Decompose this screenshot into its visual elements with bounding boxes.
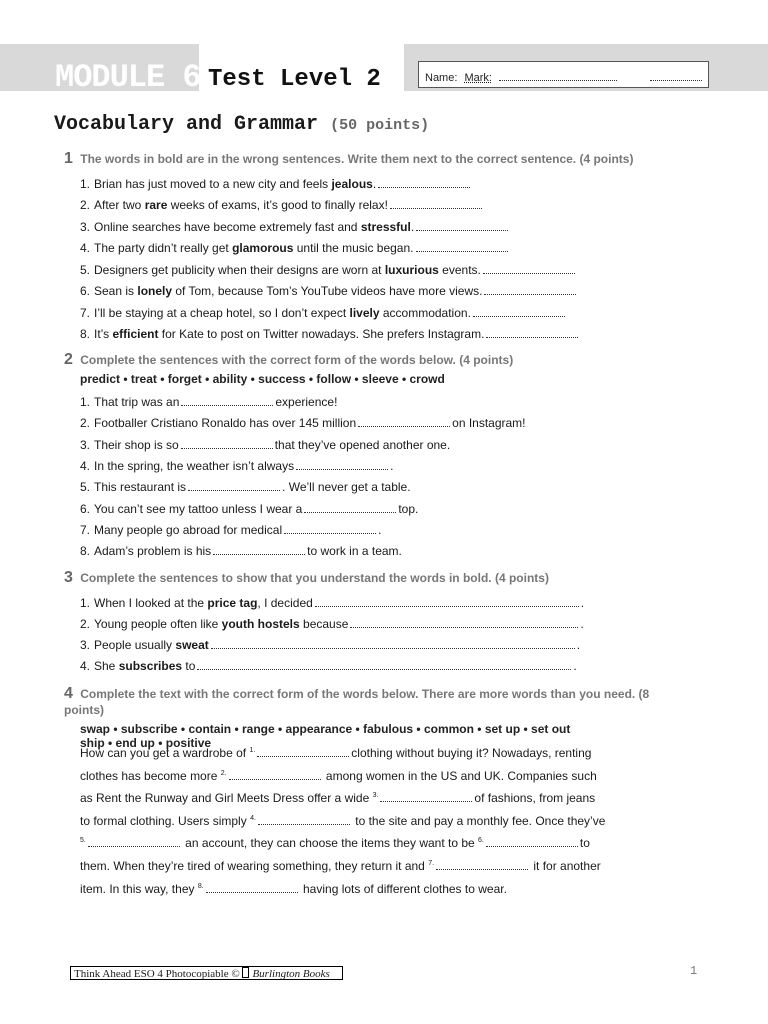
item-text: People usually	[94, 638, 176, 652]
cloze-text-part: as Rent the Runway and Girl Meets Dress offer a wide	[80, 791, 373, 806]
gap-number: 5.	[80, 837, 86, 845]
item-number: 5.	[80, 480, 91, 494]
exercise-1-header	[64, 151, 664, 167]
cloze-text-part: item. In this way, they	[80, 881, 198, 896]
exercise-4-header	[64, 686, 664, 718]
item-text: weeks of exams, it’s good to finally relax!	[167, 198, 388, 212]
answer-line[interactable]	[350, 618, 578, 628]
item-text: to work in a team.	[307, 544, 402, 558]
item-bold-word: price tag	[207, 596, 258, 610]
cloze-text-part: among women in the US and UK. Companies such	[322, 768, 597, 783]
item-text: , I decided	[257, 596, 313, 610]
cloze-text-part: to	[579, 836, 590, 851]
answer-blank[interactable]	[206, 883, 298, 893]
list-item	[80, 480, 411, 494]
item-text: top.	[398, 502, 419, 516]
page-number: 1	[690, 964, 698, 978]
cloze-text-part: an account, they can choose the items they want to be	[181, 836, 479, 851]
item-text: Adam’s problem is his	[94, 544, 212, 558]
item-end-mark: .	[573, 659, 577, 673]
item-text: .	[390, 459, 394, 473]
exercise-number: 3	[64, 569, 73, 586]
item-text: In the spring, the weather isn’t always	[94, 459, 295, 473]
name-line[interactable]	[499, 72, 617, 81]
cloze-line	[80, 877, 620, 900]
item-end-mark: .	[580, 617, 584, 631]
item-text: You can’t see my tattoo unless I wear a	[94, 502, 303, 516]
list-item	[80, 438, 450, 452]
item-text: until the music began.	[293, 241, 414, 255]
answer-blank[interactable]	[436, 860, 528, 870]
cloze-text-part: clothing without buying it? Nowadays, renting	[351, 746, 592, 760]
answer-blank[interactable]	[229, 770, 321, 780]
cloze-text-part: to formal clothing. Users simply	[80, 813, 251, 828]
list-item	[80, 284, 578, 298]
item-end-mark: .	[576, 638, 581, 652]
item-bold-word: glamorous	[232, 241, 294, 255]
section-title-text: Vocabulary and Grammar	[54, 113, 319, 136]
gap-number: 2.	[220, 769, 227, 777]
cloze-text-part: it for another	[530, 858, 601, 873]
list-item	[80, 263, 577, 277]
list-item	[80, 327, 580, 341]
exercise-1	[64, 150, 664, 341]
item-text: Designers get publicity when their designs are worn at	[94, 263, 385, 277]
word-bank: predict • treat • forget • ability • success • follow • sleeve • crowd	[80, 372, 445, 386]
exercise-instruction: Complete the text with the correct form of the words below. There are more words than you need. (8 points)	[64, 687, 650, 717]
item-bold-word: sweat	[175, 638, 209, 652]
exercise-3	[64, 569, 664, 673]
list-item	[80, 241, 510, 255]
module-title: MODULE 6	[55, 59, 201, 96]
answer-blank[interactable]	[296, 460, 388, 470]
item-number: 1.	[80, 596, 91, 610]
cloze-text-part: them. When they’re tired of wearing something, they return it and	[80, 858, 429, 873]
word-bank-line-2: ship • end up • positive	[80, 736, 212, 750]
item-text: After two	[94, 198, 145, 212]
item-number: 4.	[80, 659, 91, 673]
exercise-instruction: The words in bold are in the wrong sentences. Write them next to the correct sentence. (4 points)	[80, 152, 634, 166]
item-text: to	[182, 659, 196, 673]
exercise-2	[64, 351, 664, 558]
item-number: 8.	[80, 544, 91, 558]
item-number: 2.	[80, 617, 91, 631]
exercise-number: 4	[64, 685, 73, 702]
item-text: When I looked at the	[94, 596, 208, 610]
list-item	[80, 596, 584, 610]
item-number: 5.	[80, 263, 91, 277]
list-item	[80, 177, 472, 191]
item-number: 3.	[80, 438, 91, 452]
item-number: 4.	[80, 459, 91, 473]
item-bold-word: luxurious	[384, 263, 439, 277]
item-text: This restaurant is	[94, 480, 187, 494]
exercise-number: 1	[64, 150, 73, 167]
answer-blank[interactable]	[378, 178, 470, 188]
list-item	[80, 459, 393, 473]
answer-blank[interactable]	[88, 837, 180, 847]
item-number: 1.	[80, 395, 91, 409]
cloze-line	[80, 764, 620, 787]
answer-blank[interactable]	[213, 545, 305, 555]
answer-blank[interactable]	[416, 221, 508, 231]
cloze-text-part: How can you get a wardrobe of	[80, 746, 250, 760]
item-text: It’s	[94, 327, 113, 341]
list-item	[80, 544, 402, 558]
list-item	[80, 502, 418, 516]
cloze-text	[80, 741, 620, 899]
list-item	[80, 198, 484, 212]
gap-number: 4.	[250, 814, 256, 822]
item-text: accommodation.	[379, 306, 471, 320]
cloze-text-part: to the site and pay a monthly fee. Once they’ve	[351, 813, 606, 828]
answer-blank[interactable]	[486, 328, 578, 338]
item-text: Their shop is so	[94, 438, 179, 452]
cloze-line	[80, 786, 620, 809]
answer-blank[interactable]	[380, 792, 472, 802]
cloze-text-part: clothes has become more	[80, 768, 221, 783]
item-text: of Tom, because Tom’s YouTube videos have more views.	[172, 284, 483, 298]
exercise-number: 2	[64, 351, 73, 368]
gap-number: 1.	[249, 747, 256, 754]
answer-blank[interactable]	[257, 747, 349, 757]
item-text: for Kate to post on Twitter nowadays. She prefers Instagram.	[158, 327, 485, 341]
list-item	[80, 638, 580, 652]
item-bold-word: stressful	[360, 220, 411, 234]
item-text: I’ll be staying at a cheap hotel, so I don’t expect	[94, 306, 350, 320]
list-item	[80, 523, 381, 537]
item-text: Sean is	[94, 284, 138, 298]
footer-text: Think Ahead ESO 4 Photocopiable ©	[74, 968, 243, 980]
gap-number: 6.	[478, 837, 484, 845]
item-text: That trip was an	[94, 395, 180, 409]
section-title	[54, 112, 429, 139]
answer-blank[interactable]	[484, 285, 576, 295]
answer-blank[interactable]	[486, 837, 578, 847]
answer-blank[interactable]	[358, 417, 450, 427]
exercise-instruction: Complete the sentences to show that you understand the words in bold. (4 points)	[80, 571, 549, 585]
answer-blank[interactable]	[181, 439, 273, 449]
footer-separator-icon	[242, 967, 249, 978]
item-text: Footballer Cristiano Ronaldo has over 145 million	[94, 416, 357, 430]
item-text: that they’ve opened another one.	[274, 438, 451, 452]
answer-line[interactable]	[315, 597, 579, 607]
answer-blank[interactable]	[390, 199, 482, 209]
item-bold-word: jealous	[331, 177, 373, 191]
word-bank-line-1: swap • subscribe • contain • range • appearance • fabulous • common • set up • set out	[80, 722, 571, 736]
item-end-mark: .	[580, 596, 585, 610]
answer-blank[interactable]	[284, 524, 376, 534]
answer-blank[interactable]	[181, 396, 273, 406]
footer-copyright	[70, 966, 343, 980]
gap-number: 7.	[428, 859, 435, 867]
name-label: Name:	[425, 72, 458, 84]
item-number: 4.	[80, 241, 91, 255]
item-number: 8.	[80, 327, 91, 341]
cloze-line	[80, 741, 620, 764]
item-text: Brian has just moved to a new city and feels	[94, 177, 332, 191]
item-number: 6.	[80, 284, 91, 298]
item-number: 7.	[80, 306, 91, 320]
cloze-text-part: of fashions, from jeans	[474, 791, 596, 806]
answer-blank[interactable]	[416, 242, 508, 252]
item-text: . We’ll never get a table.	[282, 480, 411, 494]
item-text: experience!	[275, 395, 338, 409]
list-item	[80, 617, 584, 631]
item-number: 2.	[80, 416, 91, 430]
footer-brand: Burlington Books	[252, 968, 330, 980]
list-item	[80, 395, 337, 409]
item-text: .	[410, 220, 415, 234]
item-bold-word: youth hostels	[221, 617, 300, 631]
item-text: because	[299, 617, 349, 631]
item-number: 3.	[80, 220, 91, 234]
item-bold-word: efficient	[112, 327, 159, 341]
list-item	[80, 416, 526, 430]
cloze-line	[80, 831, 620, 854]
name-mark-box[interactable]	[418, 61, 709, 88]
item-text: The party didn’t really get	[94, 241, 233, 255]
item-text: Many people go abroad for medical	[94, 523, 283, 537]
item-text: on Instagram!	[452, 416, 526, 430]
item-text: .	[378, 523, 382, 537]
exercise-2-header	[64, 352, 664, 368]
item-number: 7.	[80, 523, 91, 537]
item-number: 6.	[80, 502, 91, 516]
item-bold-word: subscribes	[118, 659, 183, 673]
list-item	[80, 306, 567, 320]
answer-blank[interactable]	[304, 503, 396, 513]
answer-blank[interactable]	[258, 815, 350, 825]
test-level-title: Test Level 2	[208, 66, 381, 93]
item-bold-word: lively	[349, 306, 380, 320]
cloze-line	[80, 809, 620, 832]
answer-blank[interactable]	[483, 264, 575, 274]
item-number: 3.	[80, 638, 91, 652]
answer-line[interactable]	[197, 660, 571, 670]
item-bold-word: lonely	[137, 284, 173, 298]
list-item	[80, 659, 577, 673]
item-bold-word: rare	[144, 198, 168, 212]
gap-number: 3.	[372, 792, 379, 800]
answer-blank[interactable]	[188, 481, 280, 491]
item-text: She	[94, 659, 119, 673]
cloze-text-part: having lots of different clothes to wear.	[299, 881, 507, 896]
item-text: .	[372, 177, 377, 191]
item-text: events.	[438, 263, 481, 277]
item-text: Online searches have become extremely fast and	[94, 220, 361, 234]
exercise-3-header	[64, 570, 664, 586]
cloze-line	[80, 854, 620, 877]
exercise-instruction: Complete the sentences with the correct form of the words below. (4 points)	[80, 353, 514, 367]
list-item	[80, 220, 510, 234]
answer-blank[interactable]	[473, 307, 565, 317]
answer-line[interactable]	[211, 639, 575, 649]
mark-label: Mark:	[464, 72, 492, 84]
gap-number: 8.	[197, 882, 204, 890]
section-points: (50 points)	[330, 117, 430, 134]
item-number: 2.	[80, 198, 91, 212]
mark-line[interactable]	[650, 72, 702, 81]
item-number: 1.	[80, 177, 91, 191]
item-text: Young people often like	[94, 617, 222, 631]
